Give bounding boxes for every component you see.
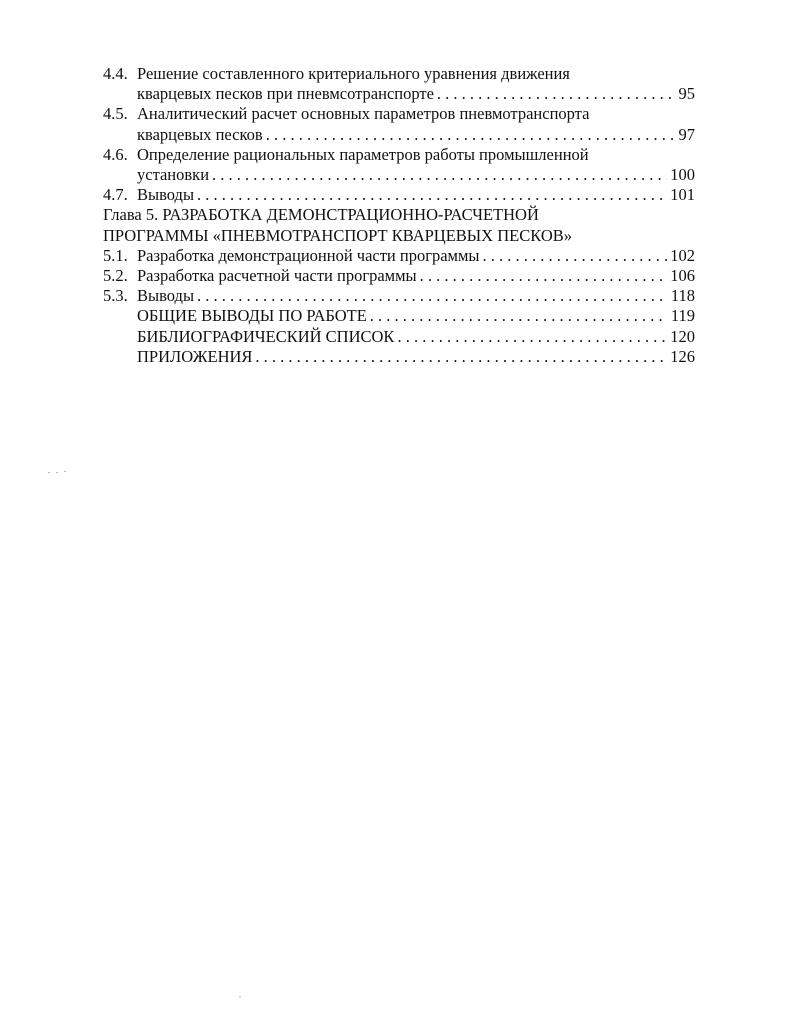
toc-entry-4-4 [103, 64, 695, 104]
toc-entry-number: 4.7. [103, 185, 128, 205]
dot-leader [197, 286, 668, 306]
scan-speck [56, 472, 58, 473]
toc-entry-title: Выводы [137, 185, 195, 205]
toc-entry-5-1 [103, 246, 695, 266]
toc-page-number: 120 [670, 326, 695, 346]
dot-leader [370, 306, 668, 326]
toc-entry-appendices [103, 347, 695, 367]
toc-entry-number: 5.2. [103, 266, 128, 286]
toc-entry-title-continued: кварцевых песков при пневмсотранспорте [137, 84, 434, 104]
toc-entry-title-continued: установки [137, 165, 210, 185]
toc-entry-title: Выводы [137, 286, 195, 306]
toc-entry-number: 4.6. [103, 144, 128, 164]
scan-speck [64, 471, 66, 472]
chapter-heading-line: ПРОГРАММЫ «ПНЕВМОТРАНСПОРТ КВАРЦЕВЫХ ПЕСКОВ» [103, 225, 572, 245]
toc-entry-4-6 [103, 145, 695, 185]
dot-leader [397, 327, 667, 347]
toc-entry-bibliography [103, 327, 695, 347]
toc-entry-title: Решение составленного критериального уравнения движения [137, 64, 570, 83]
toc-page-number: 101 [670, 185, 695, 205]
toc-entry-number: 4.4. [103, 64, 128, 83]
table-of-contents [103, 64, 695, 367]
toc-chapter-5-heading [103, 205, 695, 245]
scan-speck [48, 472, 50, 473]
toc-page-number: 106 [670, 266, 695, 286]
dot-leader [437, 84, 676, 104]
toc-entry-title: ПРИЛОЖЕНИЯ [137, 346, 253, 366]
toc-entry-title: Разработка расчетной части программы [137, 266, 417, 286]
toc-page-number: 102 [670, 245, 695, 265]
toc-entry-title: БИБЛИОГРАФИЧЕСКИЙ СПИСОК [137, 326, 395, 346]
toc-entry-4-7 [103, 185, 695, 205]
scan-speck [239, 996, 241, 997]
toc-entry-title-continued: кварцевых песков [137, 124, 263, 144]
toc-page-number: 97 [678, 124, 695, 144]
dot-leader [420, 266, 668, 286]
toc-page-number: 119 [670, 306, 695, 326]
dot-leader [212, 165, 667, 185]
toc-entry-number: 5.3. [103, 286, 128, 306]
toc-entry-title: ОБЩИЕ ВЫВОДЫ ПО РАБОТЕ [137, 306, 367, 326]
toc-entry-title: Аналитический расчет основных параметров пневмотранспорта [137, 104, 590, 124]
toc-entry-4-5 [103, 104, 695, 144]
toc-page-number: 100 [670, 165, 695, 185]
toc-entry-number: 5.1. [103, 245, 128, 265]
toc-entry-title: Определение рациональных параметров работы промышленной [137, 144, 589, 164]
toc-entry-general-conclusions [103, 306, 695, 326]
toc-page-number: 126 [670, 346, 695, 366]
toc-entry-5-3 [103, 286, 695, 306]
toc-page-number: 95 [678, 84, 695, 104]
toc-entry-number: 4.5. [103, 104, 128, 124]
toc-entry-5-2 [103, 266, 695, 286]
dot-leader [255, 347, 667, 367]
toc-entry-title: Разработка демонстрационной части программы [137, 245, 480, 265]
dot-leader [197, 185, 667, 205]
dot-leader [483, 246, 668, 266]
toc-page-number: 118 [670, 286, 695, 306]
chapter-heading-line: Глава 5. РАЗРАБОТКА ДЕМОНСТРАЦИОННО-РАСЧЕТНОЙ [103, 205, 539, 225]
dot-leader [266, 125, 676, 145]
